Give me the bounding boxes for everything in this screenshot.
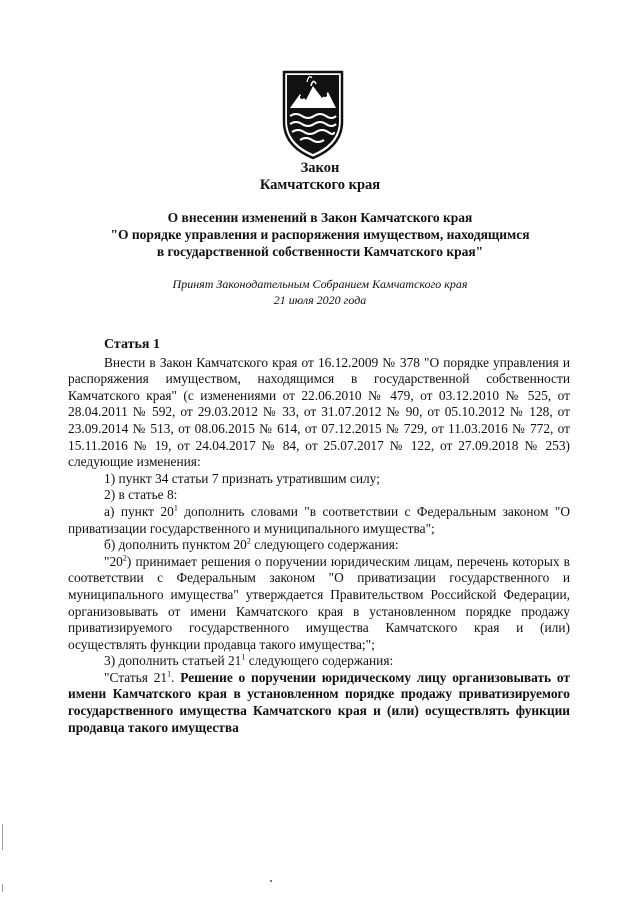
scan-edge-mark	[2, 884, 3, 892]
document-body	[68, 337, 570, 736]
item-2: 2) в статье 8:	[104, 487, 178, 503]
item-2a: а) пункт $20^1$ дополнить словами "в соответствии с Федеральным законом "О приватизации государственного и муниципального имущества";	[68, 503, 570, 536]
kamchatka-coat-of-arms-icon	[278, 64, 348, 160]
law-region: Камчатского края	[259, 177, 381, 193]
scan-speck	[270, 880, 272, 882]
item-2b: б) дополнить пунктом $20^2$ следующего содержания:	[104, 536, 399, 553]
quote-article-21-1: "Статья $21^1$. Решение о поручении юридическому лицу организовывать от имени Камчатского края в установленном порядке продажу приватизируемого государственного имущества Камчатского края и (или) осуществлять функции продавца такого имущества	[68, 669, 570, 735]
adoption-date: 21 июля 2020 года	[273, 293, 367, 307]
item-3: 3) дополнить статьей $21^1$ следующего содержания:	[104, 652, 394, 669]
article-intro: Внести в Закон Камчатского края от 16.12.2009 № 378 "О порядке управления и распоряжения имуществом, находящимся в государственной собственности Камчатского края" (с изменениями от 22.06.2010 № 479, от 03.12.2010 № 525, от 28.04.2011 № 592, от 29.03.2012 № 33, от 31.07.2012 № 90, от 05.10.2012 № 128, от 23.09.2014 № 513, от 08.06.2015 № 614, от 07.12.2015 № 729, от 11.03.2016 № 772, от 15.11.2016 № 19, от 24.04.2017 № 84, от 25.07.2017 № 122, от 27.09.2018 № 253) следующие изменения:	[68, 354, 570, 470]
law-subject-line-3: в государственной собственности Камчатского края"	[156, 244, 484, 259]
law-subject-line-1: О внесении изменений в Закон Камчатского края	[167, 210, 473, 225]
adoption-note: Принят Законодательным Собранием Камчатского края	[172, 277, 468, 291]
law-title: Закон	[300, 160, 340, 176]
quote-point-20-2: "$20^2$) принимает решения о поручении юридическим лицам, перечень которых в соответствии с Федеральным законом "О приватизации государственного и муниципального имущества" утверждается Правительством Российской Федерации, организовывать от имени Камчатского края в установленном порядке продажу приватизируемого государственного имущества Камчатского края и (или) осуществлять функции продавца такого имущества;";	[68, 553, 570, 652]
law-subject-line-2: "О порядке управления и распоряжения имуществом, находящимся	[110, 227, 530, 242]
article-heading: Статья 1	[104, 337, 160, 352]
item-1: 1) пункт 34 статьи 7 признать утратившим силу;	[104, 470, 380, 486]
scan-edge-mark	[2, 824, 3, 850]
